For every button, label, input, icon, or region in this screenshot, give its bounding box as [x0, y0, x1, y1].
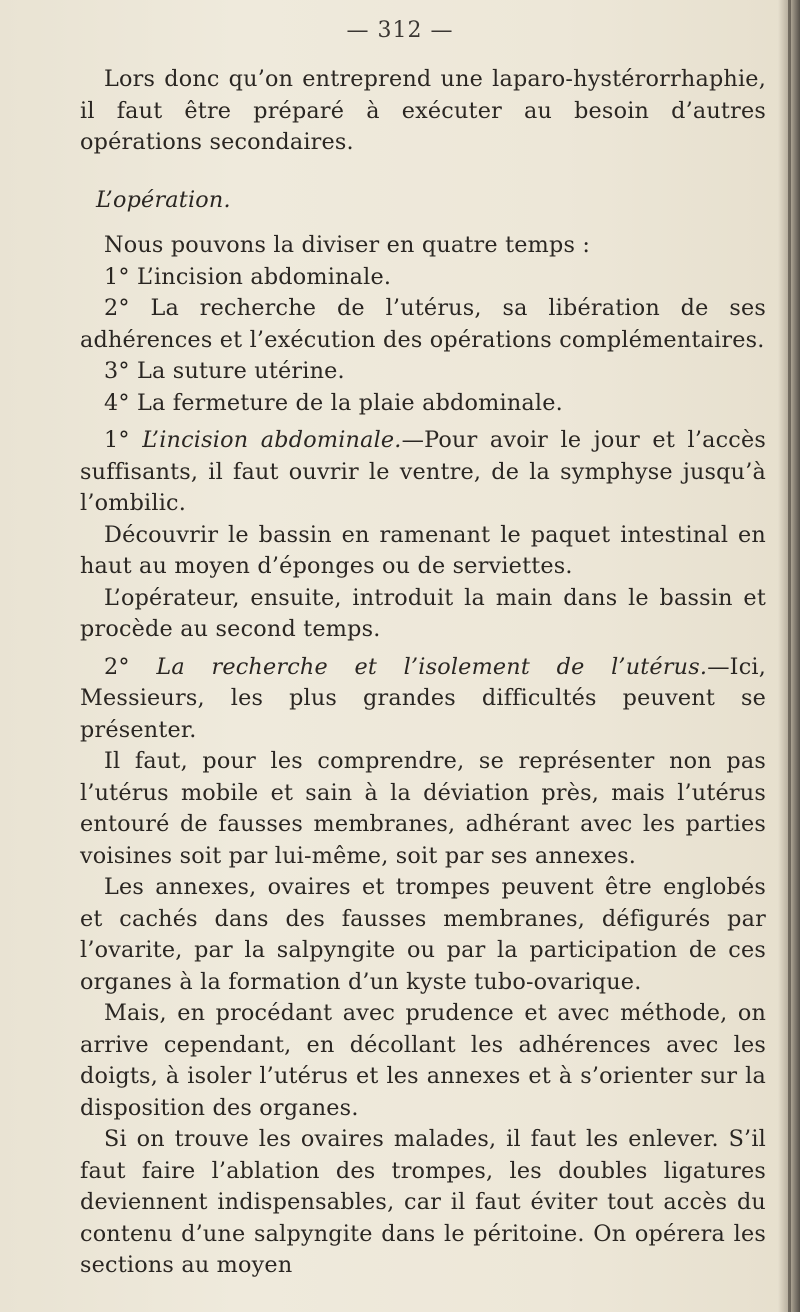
- intro-paragraph: Lors donc qu’on entreprend une laparo-hystérorrhaphie, il faut être préparé à exécuter au besoin d’autres opérations secondaires.: [80, 66, 766, 155]
- section1-title: L’incision abdominale.: [142, 427, 402, 453]
- step-1: 1° L’incision abdominale.: [104, 263, 392, 290]
- paragraph-mais: Mais, en procédant avec prudence et avec méthode, on arrive cependant, en décollant les adhérences avec les doigts, à isoler l’utérus et les annexes et à s’orienter sur la disposition des organes.: [80, 1000, 766, 1121]
- step-2: 2° La recherche de l’utérus, sa libération de ses adhérences et l’exécution des opérations complémentaires.: [80, 295, 766, 353]
- division-intro: Nous pouvons la diviser en quatre temps :: [104, 232, 591, 258]
- section1-paragraph: [80, 425, 766, 520]
- section-heading: L’opération.: [96, 186, 231, 213]
- page-number: — 312 —: [346, 18, 454, 43]
- section2-text: —Ici, Messieurs, les plus grandes difficultés peuvent se présenter.: [80, 653, 766, 743]
- step-3: 3° La suture utérine.: [104, 358, 345, 384]
- paragraph-annexes: Les annexes, ovaires et trompes peuvent être englobés et cachés dans des fausses membranes, défigurés par l’ovarite, par la salpyngite ou par la participation de ces organes à la formation d’un kyste tubo-ovarique.: [80, 874, 766, 995]
- step-4: 4° La fermeture de la plaie abdominale.: [104, 389, 563, 416]
- paragraph-operateur: L’opérateur, ensuite, introduit la main dans le bassin et procède au second temps.: [80, 584, 766, 642]
- paragraph-decouvrir: Découvrir le bassin en ramenant le paquet intestinal en haut au moyen d’éponges ou de serviettes.: [80, 521, 766, 579]
- paragraph-si: Si on trouve les ovaires malades, il faut les enlever. S’il faut faire l’ablation des trompes, les doubles ligatures deviennent indispensables, car il faut éviter tout accès du contenu d’une salpyngite dans le péritoine. On opérera les sections au moyen: [80, 1126, 766, 1278]
- section2-number: 2°: [104, 653, 130, 680]
- paragraph-il-faut: Il faut, pour les comprendre, se représenter non pas l’utérus mobile et sain à la déviation près, mais l’utérus entouré de fausses membranes, adhérant avec les parties voisines soit par lui-même, soit par ses annexes.: [80, 748, 766, 869]
- body-text: [80, 64, 766, 1282]
- section1-text: —Pour avoir le jour et l’accès suffisants, il faut ouvrir le ventre, de la symphyse jusqu’à l’ombilic.: [80, 427, 767, 516]
- page-edge: [788, 0, 791, 1312]
- section1-number: 1°: [104, 427, 130, 453]
- section2-paragraph: [80, 652, 766, 747]
- section2-title: La recherche et l’isolement de l’utérus.: [156, 653, 708, 680]
